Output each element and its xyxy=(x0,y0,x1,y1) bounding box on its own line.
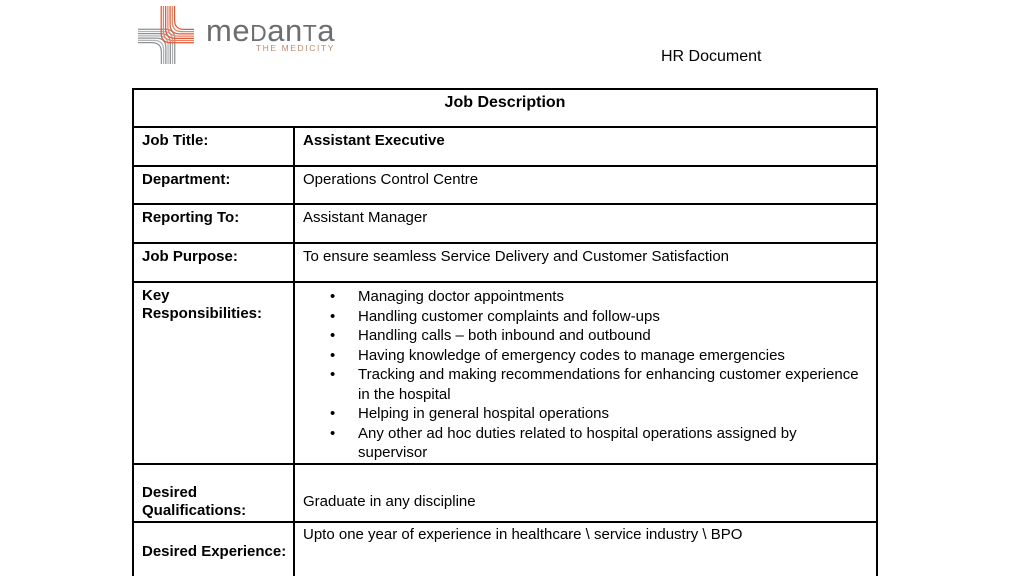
row-label: Key Responsibilities: xyxy=(133,282,294,464)
row-value: Graduate in any discipline xyxy=(294,464,877,522)
list-item: • Tracking and making recommendations for enhancing customer experience in the hospital xyxy=(330,365,868,404)
document-type-label: HR Document xyxy=(661,48,762,65)
list-item: • Managing doctor appointments xyxy=(330,287,868,307)
wordmark-part: D xyxy=(250,20,268,46)
table-row-job-purpose xyxy=(133,243,877,282)
table-title-row xyxy=(133,89,877,127)
table-row-desired-qualifications xyxy=(133,464,877,522)
logo-tagline: THE MEDICITY xyxy=(255,43,335,53)
medanta-logo xyxy=(138,4,335,68)
cross-gray-lines xyxy=(138,29,175,64)
table-row-job-title xyxy=(133,127,877,166)
job-description-table xyxy=(132,88,878,576)
row-label: Desired Experience: xyxy=(133,522,294,576)
logo-text-block xyxy=(206,4,335,53)
responsibilities-list xyxy=(303,287,868,463)
table-row-reporting-to xyxy=(133,204,877,243)
table-title: Job Description xyxy=(133,89,877,127)
list-item: • Any other ad hoc duties related to hospital operations assigned by supervisor xyxy=(330,424,868,463)
list-item: • Helping in general hospital operations xyxy=(330,404,868,424)
list-item: • Having knowledge of emergency codes to manage emergencies xyxy=(330,346,868,366)
row-value: Operations Control Centre xyxy=(294,166,877,204)
medanta-cross-icon xyxy=(138,4,196,68)
row-label: Desired Qualifications: xyxy=(133,464,294,522)
wordmark-part: a xyxy=(317,13,335,48)
table-row-desired-experience xyxy=(133,522,877,576)
row-label: Job Purpose: xyxy=(133,243,294,282)
row-label: Job Title: xyxy=(133,127,294,166)
wordmark-part: me xyxy=(206,13,251,48)
row-label: Department: xyxy=(133,166,294,204)
table-row-key-responsibilities xyxy=(133,282,877,464)
wordmark-part: an xyxy=(267,13,303,48)
row-value xyxy=(294,282,877,464)
table-row-department xyxy=(133,166,877,204)
cross-red-lines xyxy=(161,6,194,43)
row-value: Assistant Manager xyxy=(294,204,877,243)
wordmark-part: T xyxy=(302,20,318,46)
row-value: Assistant Executive xyxy=(294,127,877,166)
row-value: To ensure seamless Service Delivery and Customer Satisfaction xyxy=(294,243,877,282)
list-item: • Handling calls – both inbound and outbound xyxy=(330,326,868,346)
list-item: • Handling customer complaints and follow-ups xyxy=(330,307,868,327)
row-label: Reporting To: xyxy=(133,204,294,243)
row-value: Upto one year of experience in healthcare \ service industry \ BPO xyxy=(294,522,877,576)
